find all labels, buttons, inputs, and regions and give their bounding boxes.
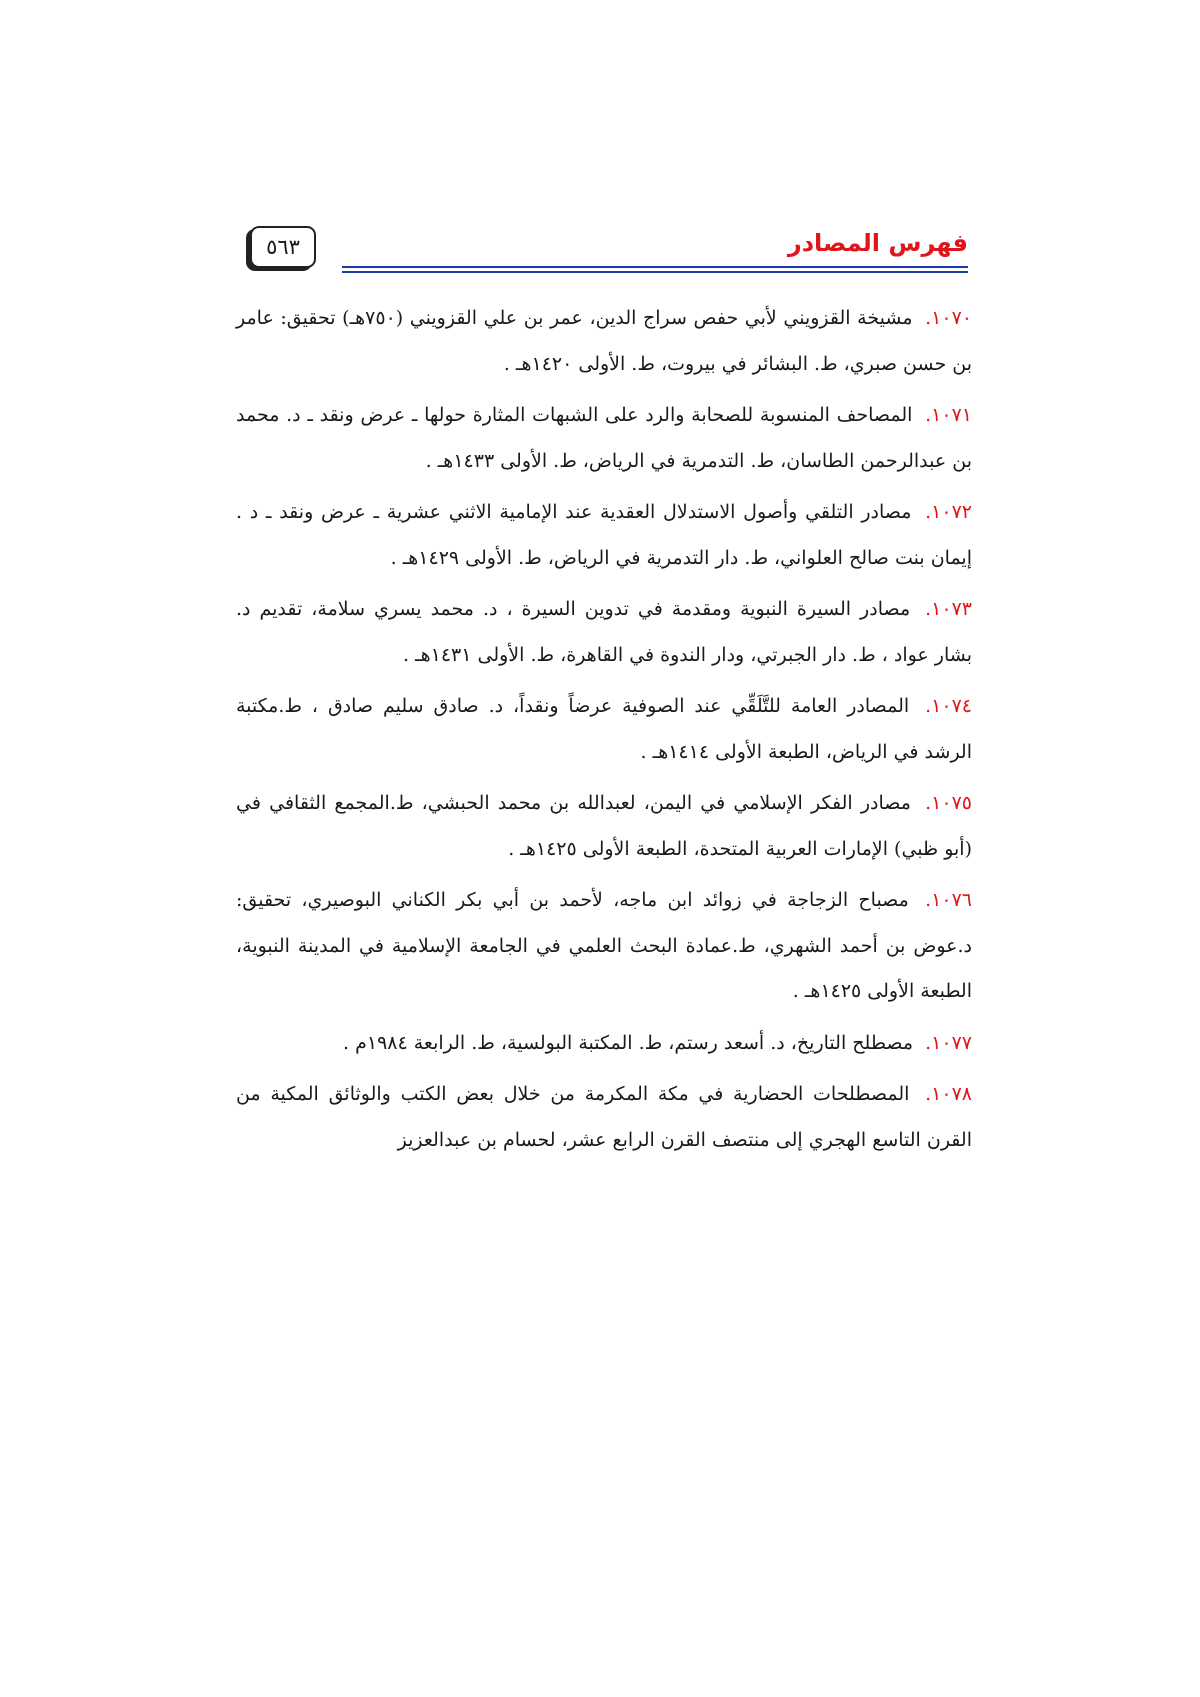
bibliography-entry (236, 781, 972, 872)
page-number: ٥٦٣ (250, 226, 316, 268)
bibliography-entry (236, 684, 972, 775)
entry-text: مشيخة القزويني لأبي حفص سراج الدين، عمر بن علي القزويني (٧٥٠هـ) تحقيق: عامر بن حسن صبري، ط. البشائر في بيروت، ط. الأولى ١٤٢٠هـ . (236, 307, 972, 375)
entry-text: المصادر العامة للتَّلَقِّي عند الصوفية عرضاً ونقداً، د. صادق سليم صادق ، ط.مكتبة الرشد في الرياض، الطبعة الأولى ١٤١٤هـ . (236, 695, 972, 763)
bibliography-list (236, 296, 972, 1169)
entry-number: ١٠٧٧. (925, 1031, 972, 1054)
entry-number: ١٠٧٤. (925, 695, 972, 717)
section-title: فهرس المصادر (787, 229, 968, 257)
entry-text: المصطلحات الحضارية في مكة المكرمة من خلال بعض الكتب والوثائق المكية من القرن التاسع الهجري إلى منتصف القرن الرابع عشر، لحسام بن عبدالعزيز (236, 1083, 972, 1151)
bibliography-entry (236, 490, 972, 581)
bibliography-entry (236, 878, 972, 1015)
entry-number: ١٠٧٥. (925, 792, 972, 814)
entry-text: مصطلح التاريخ، د. أسعد رستم، ط. المكتبة البولسية، ط. الرابعة ١٩٨٤م . (343, 1031, 914, 1054)
entry-text: مصباح الزجاجة في زوائد ابن ماجه، لأحمد بن أبي بكر الكناني البوصيري، تحقيق: د.عوض بن أحمد الشهري، ط.عمادة البحث العلمي في الجامعة الإسلامية في المدينة النبوية، الطبعة الأولى ١٤٢٥هـ . (236, 889, 972, 1002)
page-header (250, 226, 968, 276)
bibliography-entry (236, 393, 972, 484)
bibliography-entry (236, 1072, 972, 1163)
bibliography-entry (236, 587, 972, 678)
entry-number: ١٠٧٦. (925, 889, 972, 911)
bibliography-entry (236, 296, 972, 387)
entry-number: ١٠٧٢. (925, 501, 972, 523)
bibliography-entry (236, 1021, 972, 1067)
entry-text: مصادر السيرة النبوية ومقدمة في تدوين السيرة ، د. محمد يسري سلامة، تقديم د. بشار عواد ، ط. دار الجبرتي، ودار الندوة في القاهرة، ط. الأولى ١٤٣١هـ . (236, 598, 972, 666)
entry-number: ١٠٧٠. (925, 307, 972, 329)
entry-text: المصاحف المنسوبة للصحابة والرد على الشبهات المثارة حولها ـ عرض ونقد ـ د. محمد بن عبدالرحمن الطاسان، ط. التدمرية في الرياض، ط. الأولى ١٤٣٣هـ . (236, 404, 972, 472)
entry-number: ١٠٧١. (925, 404, 972, 426)
header-rule (342, 266, 968, 268)
entry-text: مصادر التلقي وأصول الاستدلال العقدية عند الإمامية الاثني عشرية ـ عرض ونقد ـ د . إيمان بنت صالح العلواني، ط. دار التدمرية في الرياض، ط. الأولى ١٤٢٩هـ . (236, 501, 972, 569)
entry-text: مصادر الفكر الإسلامي في اليمن، لعبدالله بن محمد الحبشي، ط.المجمع الثقافي في (أبو ظبي) الإمارات العربية المتحدة، الطبعة الأولى ١٤٢٥هـ . (236, 792, 972, 860)
entry-number: ١٠٧٣. (925, 598, 972, 620)
entry-number: ١٠٧٨. (925, 1083, 972, 1105)
header-rule (342, 271, 968, 273)
